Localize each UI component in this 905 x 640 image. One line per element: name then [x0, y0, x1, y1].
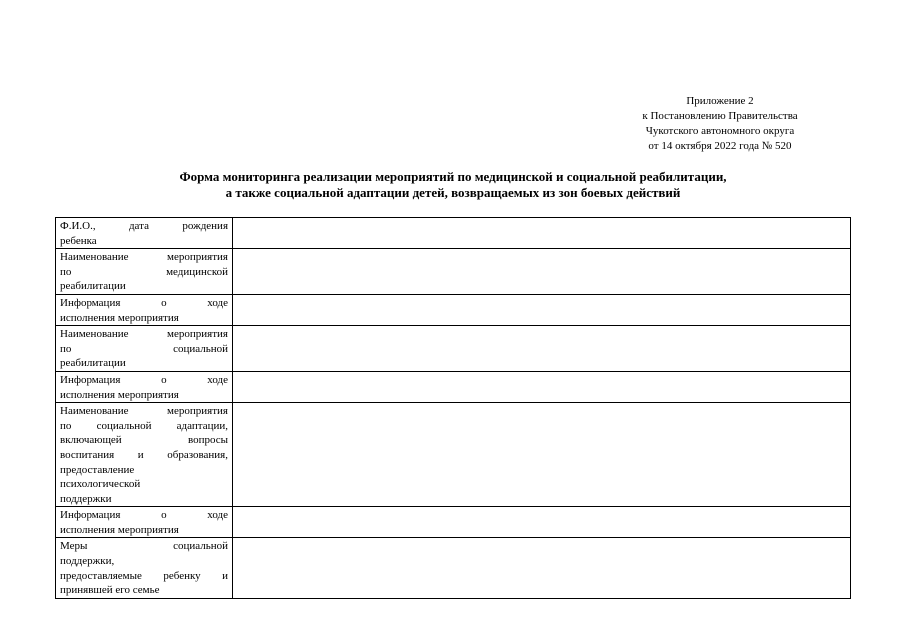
row-label-line: включающей вопросы [60, 434, 228, 447]
document-title [50, 169, 856, 201]
row-label-line: принявшей его семье [60, 584, 160, 597]
row-label-line: по социальной [60, 342, 228, 355]
row-label-line: поддержки [60, 492, 112, 505]
annex-line-3: Чукотского автономного округа [645, 125, 795, 137]
form-row-social-rehab-measure [56, 326, 851, 372]
row-value-field[interactable] [233, 326, 851, 372]
row-label-line: исполнения мероприятия [60, 388, 179, 401]
row-value-field[interactable] [233, 538, 851, 598]
form-row-progress-info [56, 507, 851, 538]
form-row-social-support-measures [56, 538, 851, 598]
row-value-field[interactable] [233, 403, 851, 507]
row-label [56, 371, 233, 402]
row-label [56, 249, 233, 295]
row-label-line: воспитания и образования, [60, 448, 228, 461]
row-label-line: Меры социальной [60, 540, 228, 553]
annex-line-1: Приложение 2 [686, 95, 754, 107]
row-value-field[interactable] [233, 218, 851, 249]
row-label [56, 538, 233, 598]
row-label-line: реабилитации [60, 357, 126, 370]
row-label-line: психологической [60, 478, 141, 491]
row-label-line: по социальной адаптации, [60, 419, 228, 432]
row-label-line: предоставляемые ребенку и [60, 569, 228, 582]
row-label [56, 326, 233, 372]
row-label-line: исполнения мероприятия [60, 523, 179, 536]
row-label-line: по медицинской [60, 265, 228, 278]
title-line-1: Форма мониторинга реализации мероприятий по медицинской и социальной реабилитации, [179, 169, 727, 184]
form-row-social-adaptation-measure [56, 403, 851, 507]
row-label-line: Ф.И.О., дата рождения [60, 220, 228, 232]
row-value-field[interactable] [233, 371, 851, 402]
row-label-line: Наименование мероприятия [60, 328, 228, 341]
row-label-line: исполнения мероприятия [60, 311, 179, 324]
form-row-progress-info [56, 371, 851, 402]
row-label [56, 294, 233, 325]
form-row-progress-info [56, 294, 851, 325]
row-label-line: ребенка [60, 234, 97, 247]
row-label-line: Информация о ходе [60, 509, 228, 522]
annex-line-2: к Постановлению Правительства [642, 110, 798, 122]
row-label [56, 403, 233, 507]
row-label [56, 507, 233, 538]
row-value-field[interactable] [233, 507, 851, 538]
annex-line-4: от 14 октября 2022 года № 520 [648, 140, 792, 152]
title-line-2: а также социальной адаптации детей, возвращаемых из зон боевых действий [225, 185, 681, 200]
row-label-line: Информация о ходе [60, 296, 228, 309]
row-label-line: поддержки, [60, 555, 115, 568]
row-label [56, 218, 233, 249]
row-label-line: реабилитации [60, 280, 126, 293]
annex-reference [600, 94, 840, 154]
form-row-full-name [56, 218, 851, 249]
row-value-field[interactable] [233, 294, 851, 325]
row-value-field[interactable] [233, 249, 851, 295]
monitoring-form-table [55, 217, 851, 599]
row-label-line: Наименование мероприятия [60, 251, 228, 264]
row-label-line: Наименование мероприятия [60, 405, 228, 418]
row-label-line: предоставление [60, 463, 135, 476]
row-label-line: Информация о ходе [60, 373, 228, 386]
form-row-medical-rehab-measure [56, 249, 851, 295]
